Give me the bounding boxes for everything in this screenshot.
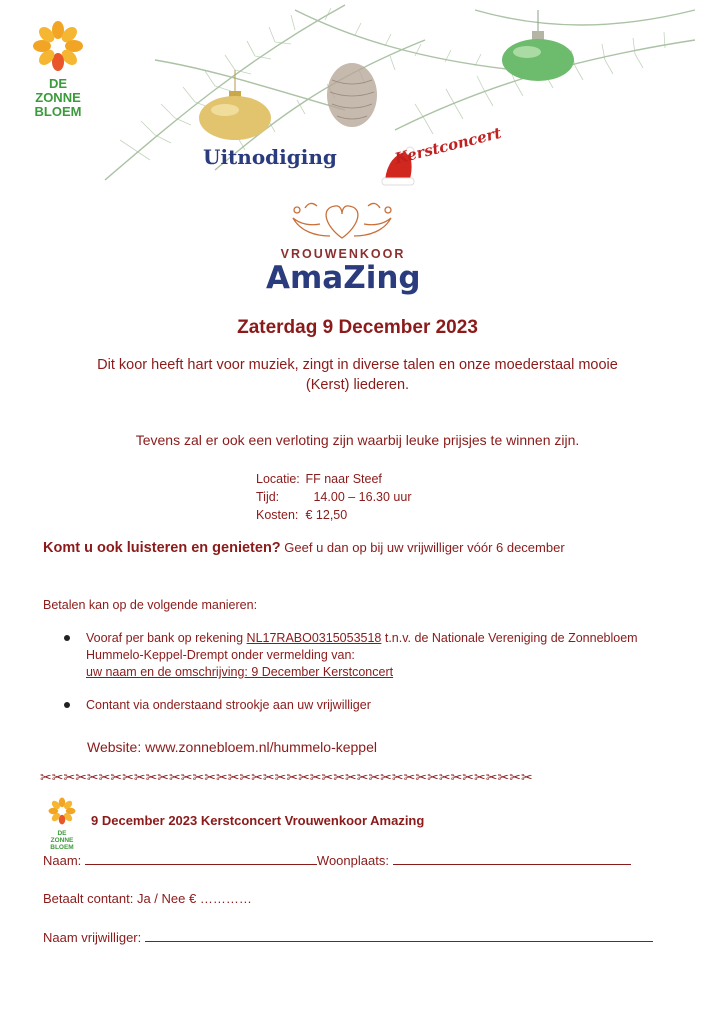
coupon-logo [44,797,80,851]
name-label: Naam: [43,853,82,868]
time-label: Tijd: [256,490,280,504]
invitation-heading: Uitnodiging [203,145,337,169]
bank-text-post: t.n.v. de Nationale Vereniging de Zonnebloem Hummelo-Keppel-Drempt onder vermelding van: [86,631,638,662]
location-row [256,470,411,488]
volunteer-row [43,929,653,945]
bullet-icon [64,702,70,708]
zonnebloem-logo [25,20,91,119]
event-intro: Dit koor heeft hart voor muziek, zingt in diverse talen en onze moederstaal mooie (Kerst) liederen. [97,357,618,393]
city-field[interactable] [393,852,631,865]
coupon-logo-line1: DE [57,830,67,837]
coupon-title: 9 December 2023 Kerstconcert Vrouwenkoor Amazing [91,813,425,828]
coupon-logo-line2: ZONNE [50,837,74,844]
name-city-row [43,852,631,868]
choir-name: AmaZing [266,260,421,296]
time-row [256,488,411,506]
location-label: Locatie: [256,472,300,486]
coupon-logo-line3: BLOEM [50,844,74,851]
payment-options [64,630,684,714]
location-value: FF naar Steef [305,472,382,486]
concert-heading: Kerstconcert [392,123,504,168]
time-value: 14.00 – 16.30 uur [313,490,412,504]
bullet-icon [64,635,70,641]
list-item [64,697,684,714]
sunflower-icon [44,797,80,825]
website-link[interactable]: Website: www.zonnebloem.nl/hummelo-keppel [87,739,377,755]
paid-row: Betaalt contant: Ja / Nee € ………… [43,891,252,906]
iban-link[interactable]: NL17RABO0315053518 [246,631,382,645]
cash-text: Contant via onderstaand strookje aan uw vrijwilliger [86,698,371,712]
cost-label: Kosten: [256,508,299,522]
call-question: Komt u ook luisteren en genieten? [43,540,281,556]
lottery-text: Tevens zal er ook een verloting zijn waarbij leuke prijsjes te winnen zijn. [135,432,580,448]
call-instruction: Geef u dan op bij uw vrijwilliger vóór 6 december [284,540,565,555]
name-field[interactable] [85,852,317,865]
cut-line: ✂✂✂✂✂✂✂✂✂✂✂✂✂✂✂✂✂✂✂✂✂✂✂✂✂✂✂✂✂✂✂✂✂✂✂✂✂✂✂✂✂✂ [40,770,533,786]
call-to-action [43,540,565,556]
logo-text-line2: ZONNE [35,90,81,105]
logo-text-line3: BLOEM [34,104,82,119]
volunteer-field[interactable] [145,929,653,942]
city-label: Woonplaats: [316,853,389,868]
logo-text-line1: DE [48,76,68,91]
event-details [256,470,411,524]
bank-reference: uw naam en de omschrijving: 9 December Kerstconcert [86,665,394,679]
choir-label: VROUWENKOOR [280,247,406,261]
list-item [64,630,684,681]
volunteer-label: Naam vrijwilliger: [43,930,142,945]
bank-text-pre: Vooraf per bank op rekening [86,631,244,645]
event-date: Zaterdag 9 December 2023 [237,317,478,338]
payment-title: Betalen kan op de volgende manieren: [43,598,258,612]
cost-value: € 12,50 [305,508,348,522]
choir-ornament-icon [285,196,400,246]
sunflower-icon [25,20,91,72]
cost-row [256,506,411,524]
